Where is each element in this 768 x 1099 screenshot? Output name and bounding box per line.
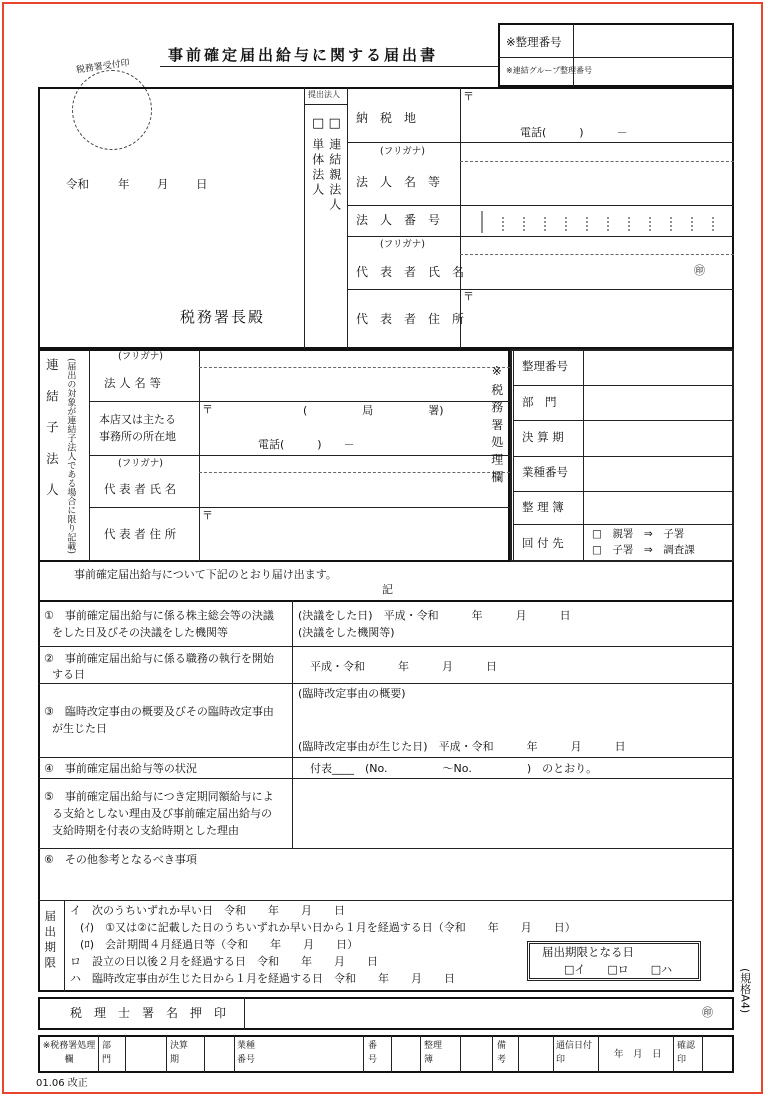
footer-seiribo-label: 整理簿	[424, 1041, 443, 1065]
renketsu-honten-zip: 〒	[202, 403, 213, 416]
houjin-meitou-label: 法 人 名 等	[356, 175, 441, 189]
kigen-line-2: (ｲ) ①又は②に記載した日のうちいずれか早い日から１月を経過する日（令和 年 月 日）	[80, 921, 576, 934]
nouzeichi-label: 納 税 地	[356, 111, 417, 125]
group-seiri-bango-label: ※連結グループ整理番号	[506, 66, 593, 75]
daihyo-jusho-label: 代 表 者 住 所	[356, 312, 465, 326]
footer-ymd-label: 年 月 日	[614, 1049, 662, 1060]
item3-label-a: ③ 臨時改定事由の概要及びその臨時改定事由	[44, 705, 274, 718]
footer-shori-label: ※税務署処理欄	[42, 1041, 96, 1065]
intro-text: 事前確定届出給与について下記のとおり届け出ます。	[74, 568, 337, 581]
zr-seiribo: 整 理 簿	[522, 500, 564, 514]
footer-tsushin-label: 通信日付印	[556, 1041, 593, 1065]
zr-gyoshu-bango: 業種番号	[522, 465, 568, 479]
houjin-meitou-field[interactable]	[464, 165, 730, 201]
item2-label-a: ② 事前確定届出給与に係る職務の執行を開始	[44, 652, 274, 665]
addressee: 税務署長殿	[180, 308, 266, 326]
item3-value-date[interactable]: (臨時改定事由が生じた日) 平成・令和 年 月 日	[298, 740, 626, 753]
kaifu-option-2[interactable]: □ 子署 ⇒ 調査課	[592, 544, 695, 556]
renketsu-honten-field[interactable]	[216, 420, 506, 436]
filer-header: 提出法人	[308, 90, 340, 99]
stamp-label: 税務署受付印	[75, 58, 131, 76]
form-title: 事前確定届出給与に関する届出書	[168, 46, 439, 64]
renketsu-daihyo-shimei-label: 代 表 者 氏 名	[104, 482, 177, 496]
footer-kakunin-label: 確認印	[677, 1041, 696, 1065]
item6-label: ⑥ その他参考となるべき事項	[44, 853, 197, 866]
item5-label-c: 支給時期を付表の支給時期とした理由	[52, 824, 239, 837]
item2-label-b: する日	[52, 668, 85, 681]
zr-seiri-bango: 整理番号	[522, 359, 568, 373]
item4-value[interactable]: 付表____ (No. ～No. ) のとおり。	[310, 762, 598, 775]
renketsu-furigana-1: (フリガナ)	[118, 351, 163, 362]
footer-biko-label: 備考	[497, 1041, 507, 1065]
furigana-label: (フリガナ)	[380, 146, 425, 157]
daihyo-jusho-zip: 〒	[463, 290, 474, 303]
zeirishi-seal: ㊞	[702, 1006, 713, 1019]
item1-value-kikan[interactable]: (決議をした機関等)	[298, 626, 395, 639]
group-seiri-bango-field[interactable]	[575, 59, 732, 86]
renketsu-side-note: (届出の対象が連結子法人である場合に限り記載)	[65, 358, 76, 555]
label-tantai-houjin: 単体法人	[310, 138, 325, 198]
item1-label-b: をした日及びその決議をした機関等	[52, 626, 228, 639]
footer-gyoshu-bango-label: 業種番号	[237, 1041, 256, 1065]
item4-label: ④ 事前確定届出給与等の状況	[44, 762, 197, 775]
ki-label: 記	[382, 583, 393, 596]
renketsu-houjin-meitou-label: 法 人 名 等	[104, 376, 161, 390]
footer-kessanki-label: 決算期	[170, 1041, 189, 1065]
renketsu-daihyo-jusho-label: 代 表 者 住 所	[104, 527, 177, 541]
item1-value-date[interactable]: (決議をした日) 平成・令和 年 月 日	[298, 609, 571, 622]
renketsu-side-label: 連結子法人	[44, 358, 60, 515]
type-checkboxes[interactable]	[312, 116, 341, 132]
title-underline	[160, 66, 498, 67]
zeirishi-field[interactable]	[248, 1000, 694, 1027]
item2-value-date[interactable]: 平成・令和 年 月 日	[310, 660, 497, 673]
zr-kessanki: 決 算 期	[522, 430, 564, 444]
label-renketsu-oya: 連結親法人	[327, 138, 342, 213]
checkbox-tantai[interactable]: □	[312, 116, 325, 131]
item3-label-b: が生じた日	[52, 722, 107, 735]
renketsu-houjin-meitou-field[interactable]	[202, 370, 507, 399]
daihyo-jusho-field[interactable]	[478, 292, 728, 344]
kigen-label: 届出期限	[43, 910, 58, 973]
revision-label: 01.06 改正	[36, 1078, 88, 1089]
zeimusho-ran-label: ※税務署処理欄	[489, 364, 504, 488]
renketsu-kyoku: ( 局 署)	[303, 404, 444, 417]
zr-kaifusaki: 回 付 先	[522, 536, 564, 550]
houjin-bango-digit-ticks	[462, 207, 732, 235]
footer-bango-label: 番号	[368, 1041, 378, 1065]
houjin-bango-label: 法 人 番 号	[356, 213, 441, 227]
renketsu-furigana-2: (フリガナ)	[118, 458, 163, 469]
kigen-line-4: ロ 設立の日以後２月を経過する日 令和 年 月 日	[70, 955, 378, 968]
item1-label-a: ① 事前確定届出給与に係る株主総会等の決議	[44, 609, 274, 622]
daihyo-seal: ㊞	[694, 264, 705, 277]
renketsu-honten-label-2: 事務所の所在地	[99, 430, 176, 443]
kigen-line-1: イ 次のうちいずれか早い日 令和 年 月 日	[70, 904, 345, 917]
daihyo-furigana-label: (フリガナ)	[380, 239, 425, 250]
date-day-label: 日	[196, 177, 208, 191]
nouzeichi-phone: 電話( ) －	[520, 126, 628, 139]
kikaku-label: (規格A4)	[738, 968, 752, 1014]
zeirishi-label: 税 理 士 署 名 押 印	[70, 1006, 227, 1020]
kigen-box-title: 届出期限となる日	[542, 945, 634, 959]
item5-label-b: る支給としない理由及び事前確定届出給与の	[52, 807, 272, 820]
zr-bumon: 部 門	[522, 395, 557, 409]
houjin-bango-field[interactable]	[462, 207, 732, 235]
kigen-line-3: (ﾛ) 会計期間４月経過日等（令和 年 月 日）	[80, 938, 359, 951]
kigen-box-options[interactable]: □イ □ロ □ハ	[564, 963, 673, 976]
nouzeichi-zip: 〒	[463, 90, 474, 103]
renketsu-phone: 電話( ) －	[258, 438, 355, 451]
renketsu-daihyo-jusho-zip: 〒	[202, 509, 213, 522]
date-era: 令和	[66, 177, 89, 191]
item6-value-field[interactable]	[44, 870, 730, 896]
nouzeichi-field[interactable]	[478, 92, 728, 122]
kaifu-option-1[interactable]: □ 親署 ⇒ 子署	[592, 528, 685, 540]
renketsu-honten-label-1: 本店又は主たる	[99, 413, 176, 426]
footer-bumon-label: 部門	[102, 1041, 112, 1065]
kigen-line-5: ハ 臨時改定事由が生じた日から１月を経過する日 令和 年 月 日	[70, 972, 455, 985]
checkbox-renketsu-oya[interactable]: □	[328, 116, 341, 131]
daihyo-shimei-label: 代 表 者 氏 名	[356, 265, 465, 279]
item3-value-gaiyou[interactable]: (臨時改定事由の概要)	[298, 687, 406, 700]
daihyo-shimei-field[interactable]	[464, 258, 686, 286]
renketsu-daihyo-jusho-field[interactable]	[216, 512, 506, 558]
date-month-label: 月	[157, 177, 169, 191]
seiri-bango-label: ※整理番号	[506, 35, 562, 49]
date-year-label: 年	[118, 177, 130, 191]
item5-label-a: ⑤ 事前確定届出給与につき定期同額給与によ	[44, 790, 274, 803]
item5-value-field[interactable]	[296, 782, 730, 844]
renketsu-daihyo-shimei-field[interactable]	[202, 475, 507, 504]
seiri-bango-field[interactable]	[575, 25, 732, 56]
